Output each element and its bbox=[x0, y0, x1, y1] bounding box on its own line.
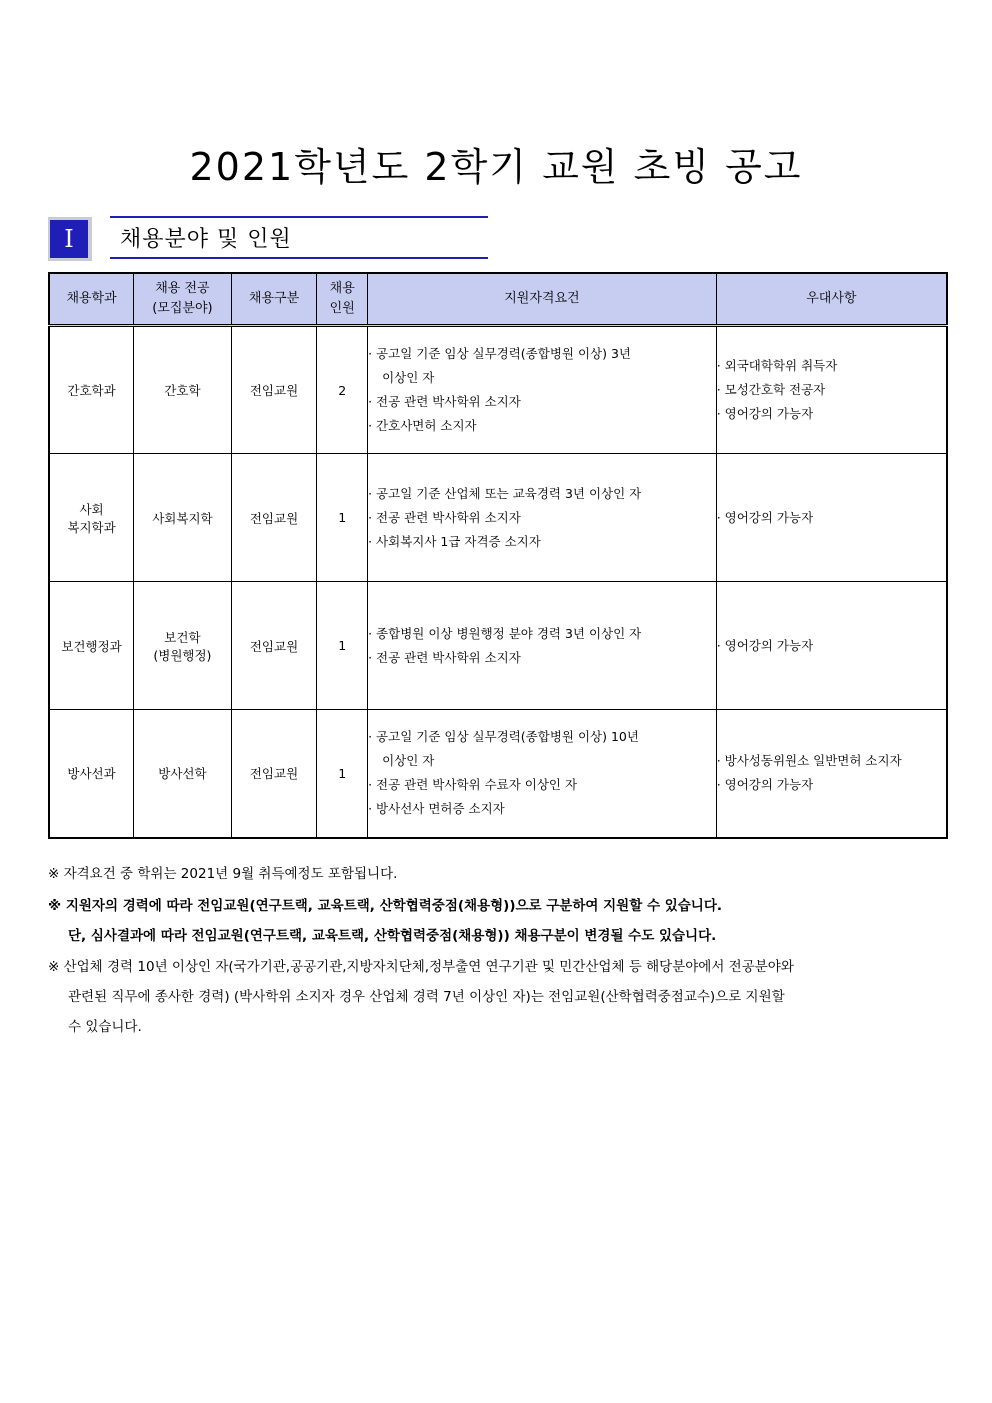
header-preferences: 우대사항 bbox=[716, 273, 947, 326]
preference-item: · 외국대학학위 취득자 bbox=[716, 358, 838, 373]
table-header-row bbox=[49, 273, 947, 326]
requirement-item: · 전공 관련 박사학위 소지자 bbox=[368, 509, 521, 525]
requirement-item: · 공고일 기준 임상 실무경력(종합병원 이상) 3년 bbox=[368, 346, 631, 361]
cell-count: 1 bbox=[317, 582, 368, 710]
preference-item: · 영어강의 가능자 bbox=[716, 777, 814, 793]
note-industry-2: 관련된 직무에 종사한 경력) (박사학위 소지자 경우 산업체 경력 7년 이상인 자)는 전임교원(산학협력중점교수)으로 지원할 bbox=[68, 989, 785, 1005]
requirement-item: · 전공 관련 박사학위 수료자 이상인 자 bbox=[368, 777, 578, 793]
requirement-item: 이상인 자 bbox=[382, 753, 435, 769]
recruitment-table bbox=[48, 272, 948, 839]
preference-item: · 모성간호학 전공자 bbox=[716, 382, 826, 397]
cell-type: 전임교원 bbox=[231, 710, 317, 838]
cell-dept: 사회 복지학과 bbox=[49, 454, 134, 582]
preference-item: · 방사성동위원소 일반면허 소지자 bbox=[716, 753, 902, 769]
cell-dept: 방사선과 bbox=[49, 710, 134, 838]
note-career-track: ※ 지원자의 경력에 따라 전임교원(연구트랙, 교육트랙, 산학협력중점(채용형))으로 구분하여 지원할 수 있습니다. bbox=[48, 898, 722, 914]
requirement-item: · 방사선사 면허증 소지자 bbox=[368, 801, 505, 817]
requirement-item: · 종합병원 이상 병원행정 분야 경력 3년 이상인 자 bbox=[368, 625, 642, 641]
section-rule-top bbox=[110, 216, 488, 218]
cell-requirements bbox=[368, 454, 717, 582]
header-major: 채용 전공 (모집분야) bbox=[134, 273, 232, 326]
section-number: I bbox=[50, 220, 88, 258]
note-degree: ※ 자격요건 중 학위는 2021년 9월 취득예정도 포함됩니다. bbox=[48, 866, 398, 882]
header-count: 채용 인원 bbox=[317, 273, 368, 326]
cell-requirements bbox=[368, 710, 717, 838]
table-row bbox=[49, 326, 947, 454]
cell-type: 전임교원 bbox=[231, 454, 317, 582]
table-row bbox=[49, 454, 947, 582]
cell-count: 1 bbox=[317, 454, 368, 582]
requirement-item: · 전공 관련 박사학위 소지자 bbox=[368, 394, 521, 409]
note-industry-3: 수 있습니다. bbox=[68, 1019, 142, 1035]
preference-item: · 영어강의 가능자 bbox=[716, 509, 814, 525]
section-title: 채용분야 및 인원 bbox=[120, 227, 292, 252]
note-track-change: 단, 심사결과에 따라 전임교원(연구트랙, 교육트랙, 산학협력중점(채용형)) 채용구분이 변경될 수도 있습니다. bbox=[68, 928, 717, 944]
cell-major: 보건학 (병원행정) bbox=[134, 582, 232, 710]
cell-preferences bbox=[716, 326, 947, 454]
requirement-item: · 사회복지사 1급 자격증 소지자 bbox=[368, 533, 541, 549]
cell-dept: 보건행정과 bbox=[49, 582, 134, 710]
table-row bbox=[49, 582, 947, 710]
cell-major: 사회복지학 bbox=[134, 454, 232, 582]
cell-requirements bbox=[368, 582, 717, 710]
page-title: 2021학년도 2학기 교원 초빙 공고 bbox=[189, 145, 803, 189]
cell-type: 전임교원 bbox=[231, 326, 317, 454]
cell-dept: 간호학과 bbox=[49, 326, 134, 454]
preference-item: · 영어강의 가능자 bbox=[716, 406, 814, 421]
requirement-item: · 간호사면허 소지자 bbox=[368, 418, 477, 433]
header-requirements: 지원자격요건 bbox=[368, 273, 717, 326]
table-row bbox=[49, 710, 947, 838]
section-rule-bottom bbox=[110, 257, 488, 259]
requirement-item: · 공고일 기준 임상 실무경력(종합병원 이상) 10년 bbox=[368, 729, 639, 745]
preference-item: · 영어강의 가능자 bbox=[716, 637, 814, 653]
cell-preferences bbox=[716, 710, 947, 838]
cell-major: 방사선학 bbox=[134, 710, 232, 838]
cell-preferences bbox=[716, 454, 947, 582]
cell-preferences bbox=[716, 582, 947, 710]
cell-requirements bbox=[368, 326, 717, 454]
cell-type: 전임교원 bbox=[231, 582, 317, 710]
requirement-item: · 전공 관련 박사학위 소지자 bbox=[368, 649, 521, 665]
requirement-item: · 공고일 기준 산업체 또는 교육경력 3년 이상인 자 bbox=[368, 485, 642, 501]
cell-count: 1 bbox=[317, 710, 368, 838]
note-industry-1: ※ 산업체 경력 10년 이상인 자(국가기관,공공기관,지방자치단체,정부출연 연구기관 및 민간산업체 등 해당분야에서 전공분야와 bbox=[48, 959, 794, 975]
header-dept: 채용학과 bbox=[49, 273, 134, 326]
requirement-item: 이상인 자 bbox=[382, 370, 435, 385]
header-type: 채용구분 bbox=[231, 273, 317, 326]
cell-count: 2 bbox=[317, 326, 368, 454]
cell-major: 간호학 bbox=[134, 326, 232, 454]
